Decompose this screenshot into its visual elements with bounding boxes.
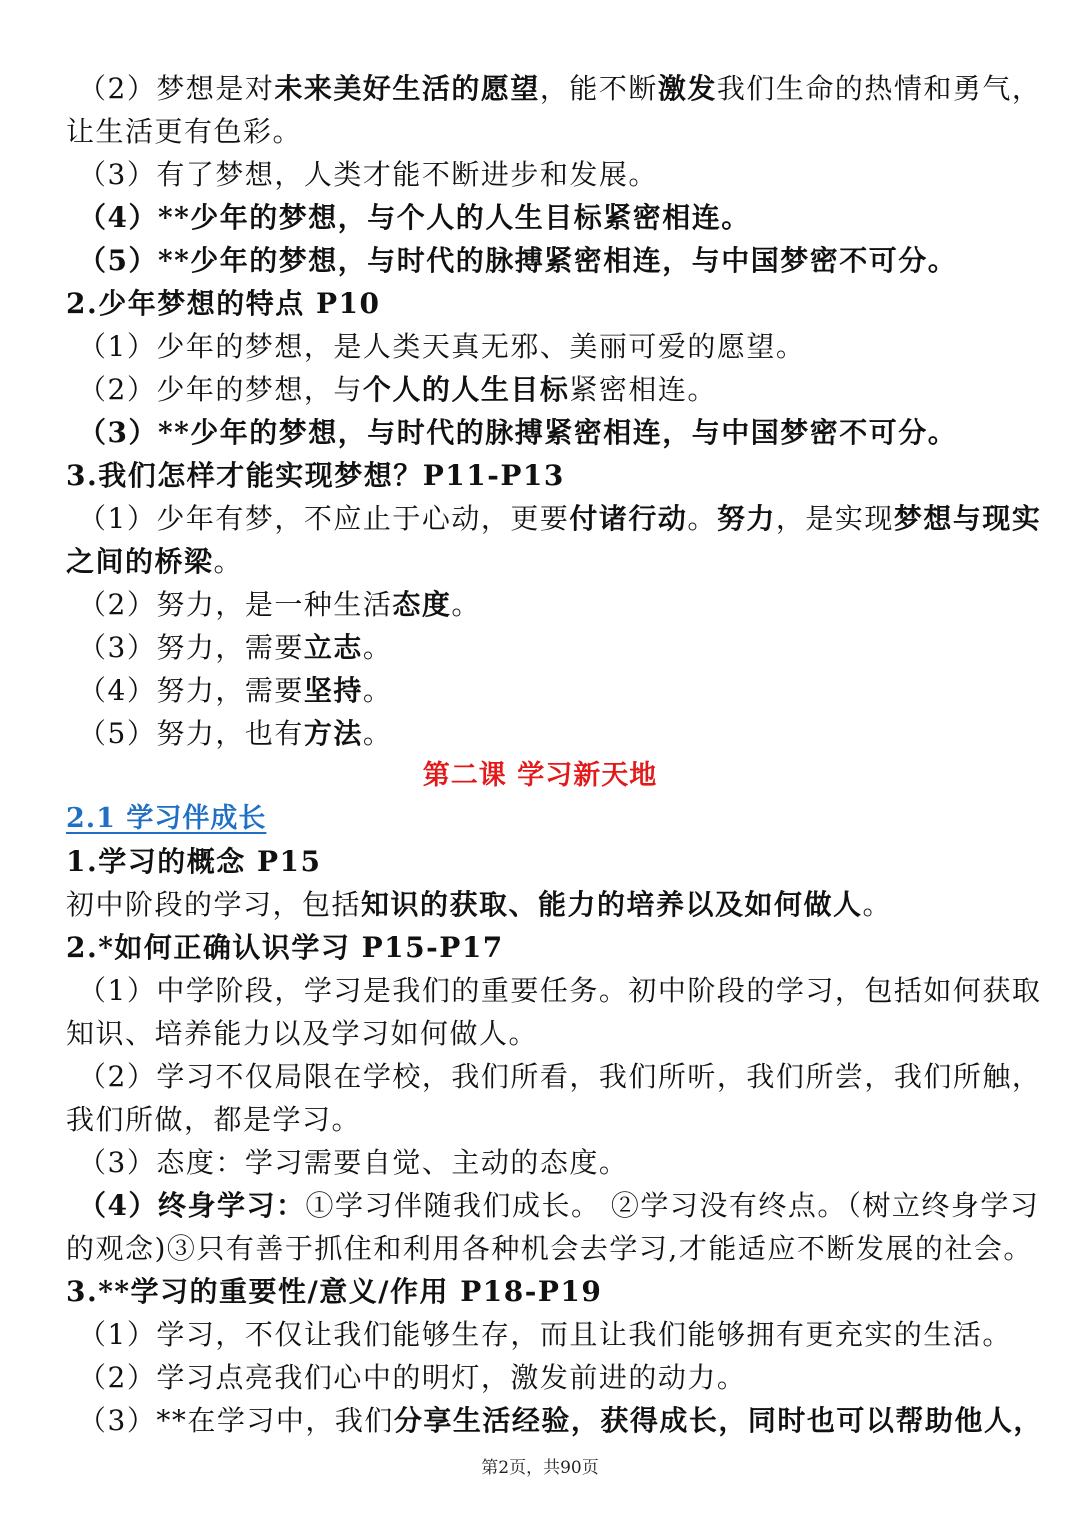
bold-text: 梦想与现实	[893, 502, 1042, 535]
text-segment: 我们生命的热情和勇气，	[716, 72, 1042, 105]
bold-text: 未来美好生活的愿望	[274, 72, 540, 105]
page-footer: 第2页，共90页	[481, 1458, 599, 1478]
text-segment: 的观念)③只有善于抓住和利用各种机会去学习,才能适应不断发展的社会。	[66, 1232, 1033, 1265]
text-segment: 。	[362, 717, 393, 750]
text-line	[78, 1399, 1043, 1442]
text-line	[78, 239, 1038, 282]
bold-text: 知识的获取、能力的培养以及如何做人	[361, 888, 863, 921]
text-line	[66, 540, 1026, 583]
text-line	[78, 626, 1038, 669]
text-segment: 我们所做，都是学习。	[66, 1103, 362, 1136]
text-line	[78, 497, 1042, 540]
text-line	[78, 153, 1038, 196]
text-segment: （3）态度：学习需要自觉、主动的态度。	[78, 1146, 629, 1179]
text-segment: 。	[213, 545, 244, 578]
bold-text: （5）**少年的梦想，与时代的脉搏紧密相连，与中国梦密不可分。	[78, 244, 958, 277]
text-segment: （2）梦想是对	[78, 72, 275, 105]
text-segment: ，能不断	[539, 72, 658, 105]
text-line	[66, 883, 1026, 926]
text-segment: 。	[451, 588, 481, 621]
text-line	[78, 969, 1042, 1012]
bold-text: 1.学习的概念 P15	[66, 845, 322, 878]
text-line	[78, 1141, 1038, 1184]
bold-text: （4）**少年的梦想，与个人的人生目标紧密相连。	[78, 201, 751, 234]
text-segment: 紧密相连。	[569, 373, 717, 406]
text-segment: （2）学习不仅局限在学校，我们所看，我们所听，我们所尝，我们所触，	[78, 1060, 1042, 1093]
text-line	[66, 926, 1026, 969]
bold-text: 方法	[303, 717, 363, 750]
text-line	[78, 368, 1038, 411]
text-line	[78, 1184, 1038, 1227]
text-segment: （2）少年的梦想，与	[78, 373, 363, 406]
bold-text: （3）**少年的梦想，与时代的脉搏紧密相连，与中国梦密不可分。	[78, 416, 958, 449]
text-line	[78, 583, 1038, 626]
bold-text: 努力	[716, 502, 776, 535]
text-segment: （5）努力，也有	[78, 717, 304, 750]
text-segment: （3）有了梦想，人类才能不断进步和发展。	[78, 158, 658, 191]
bold-text: 激发	[657, 72, 717, 105]
text-segment: 初中阶段的学习，包括	[66, 888, 362, 921]
text-line	[78, 411, 1038, 454]
section-title[interactable]: 2.1 学习伴成长	[66, 803, 267, 834]
text-segment: （1）中学阶段，学习是我们的重要任务。初中阶段的学习，包括如何获取	[78, 974, 1042, 1007]
text-line	[78, 712, 1038, 755]
text-segment: （1）少年的梦想，是人类天真无邪、美丽可爱的愿望。	[78, 330, 806, 363]
text-segment: （3）努力，需要	[78, 631, 304, 664]
text-line	[78, 325, 1038, 368]
text-segment: 让生活更有色彩。	[66, 115, 303, 148]
text-line	[78, 1055, 1042, 1098]
text-segment: （2）努力，是一种生活	[78, 588, 393, 621]
bold-text: 立志	[303, 631, 363, 664]
text-line	[78, 67, 1042, 110]
text-line	[78, 1356, 1038, 1399]
text-segment: ，是实现	[775, 502, 894, 535]
text-line	[66, 1098, 1026, 1141]
bold-text: 2.*如何正确认识学习 P15-P17	[66, 931, 504, 964]
lesson-title: 第二课 学习新天地	[422, 760, 658, 791]
text-segment: （2）学习点亮我们心中的明灯，激发前进的动力。	[78, 1361, 747, 1394]
text-line	[66, 840, 1026, 883]
text-line	[66, 1270, 1026, 1313]
bold-text: 坚持	[303, 674, 363, 707]
bold-text: 3.我们怎样才能实现梦想？P11-P13	[66, 459, 565, 492]
text-line	[78, 669, 1038, 712]
text-line	[66, 110, 1026, 153]
bold-text: 付诸行动	[569, 502, 688, 535]
text-segment: 。	[862, 888, 893, 921]
text-segment: 。	[687, 502, 717, 535]
text-line	[78, 196, 1038, 239]
text-line	[78, 1313, 1038, 1356]
text-segment: （1）学习，不仅让我们能够生存，而且让我们能够拥有更充实的生活。	[78, 1318, 1012, 1351]
bold-text: （4）终身学习：	[78, 1189, 306, 1222]
text-segment: 。	[362, 674, 393, 707]
bold-text: 个人的人生目标	[362, 373, 570, 406]
bold-text: 分享生活经验，获得成长，同时也可以帮助他人，	[393, 1404, 1043, 1437]
text-line	[66, 282, 1026, 325]
text-segment: 。	[362, 631, 393, 664]
bold-text: 态度	[392, 588, 452, 621]
text-segment: ①学习伴随我们成长。 ②学习没有终点。（树立终身学习	[305, 1189, 1040, 1222]
text-line	[66, 454, 1026, 497]
text-line	[66, 1227, 1033, 1270]
text-segment: （3）**在学习中，我们	[78, 1404, 394, 1437]
bold-text: 2.少年梦想的特点 P10	[66, 287, 381, 320]
text-segment: （1）少年有梦，不应止于心动，更要	[78, 502, 570, 535]
bold-text: 之间的桥梁	[66, 545, 214, 578]
text-segment: （4）努力，需要	[78, 674, 304, 707]
bold-text: 3.**学习的重要性/意义/作用 P18-P19	[66, 1275, 603, 1308]
text-segment: 知识、培养能力以及学习如何做人。	[66, 1017, 539, 1050]
text-line	[66, 1012, 1026, 1055]
